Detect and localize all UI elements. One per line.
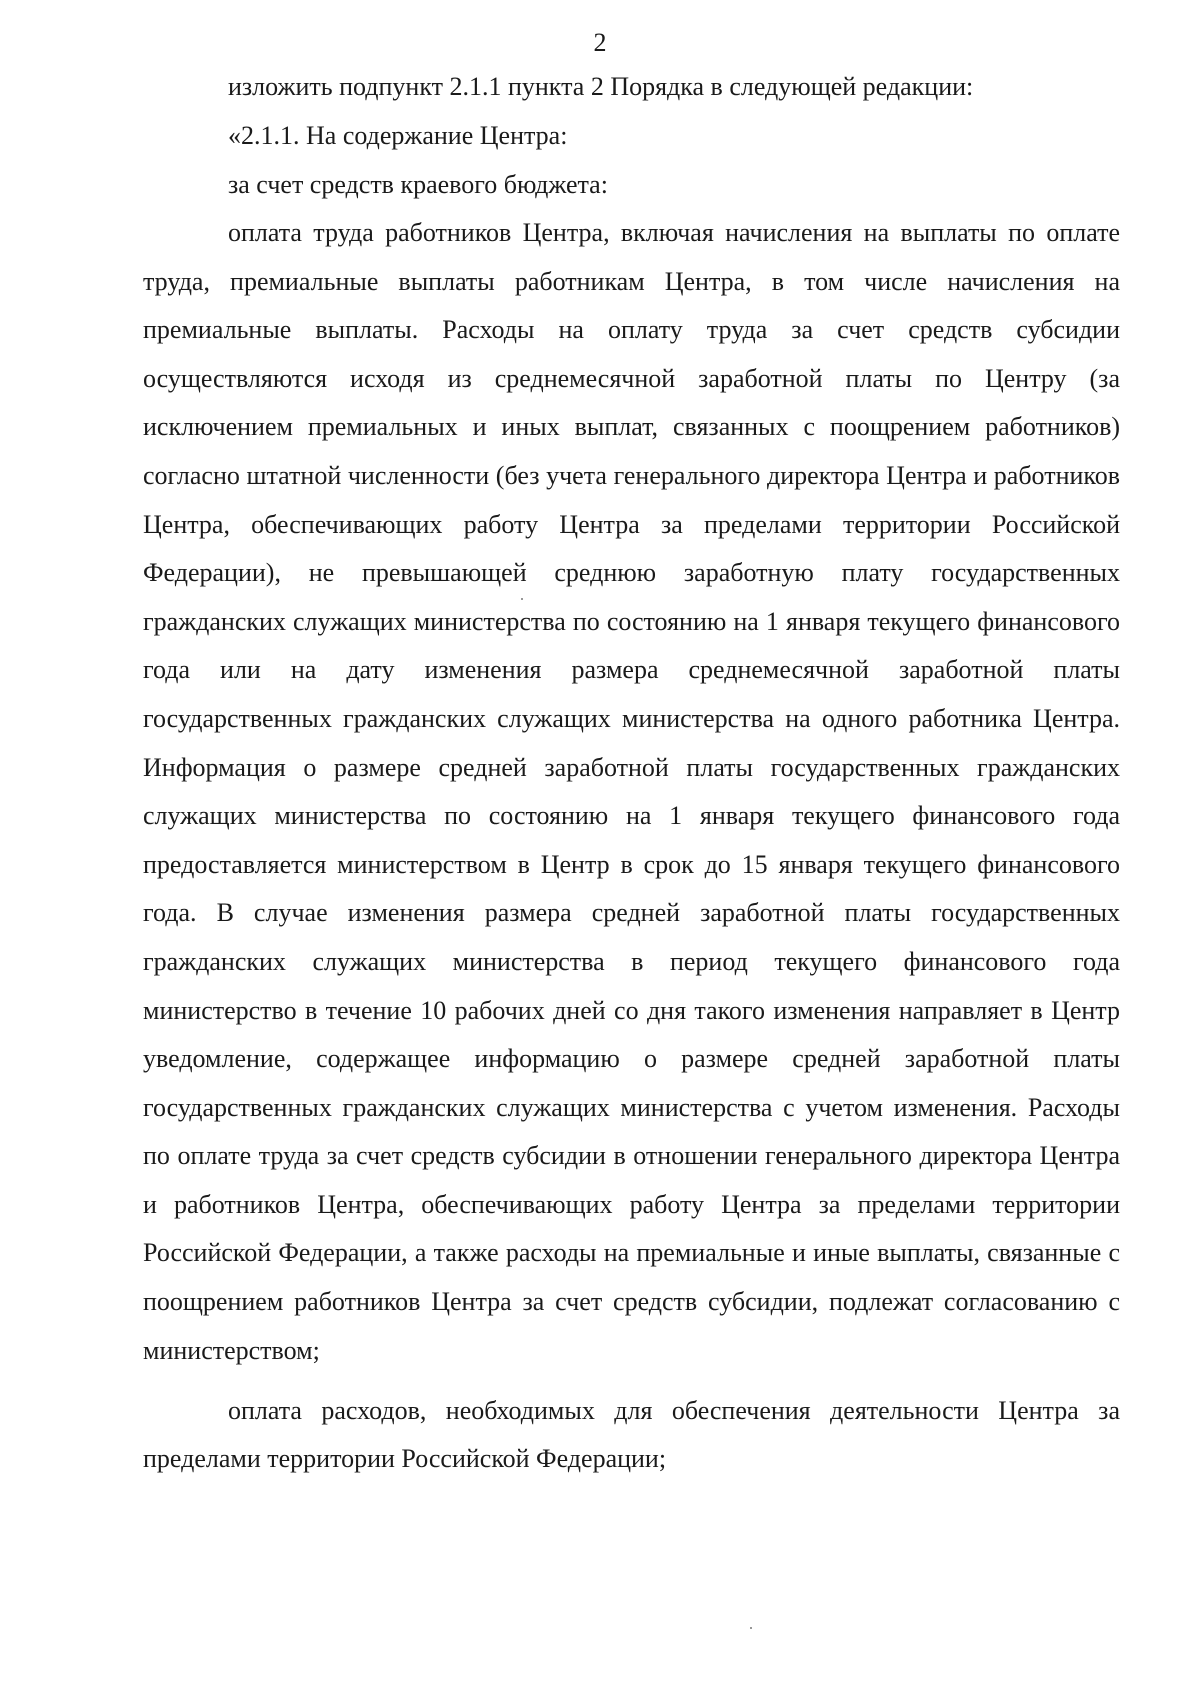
scan-speck bbox=[750, 1627, 752, 1629]
paragraph-budget-source: за счет средств краевого бюджета: bbox=[228, 170, 608, 199]
paragraph-subclause-heading: «2.1.1. На содержание Центра: bbox=[228, 121, 568, 150]
page-number: 2 bbox=[593, 28, 607, 57]
paragraph-amendment-intro: изложить подпункт 2.1.1 пункта 2 Порядка в следующей редакции: bbox=[228, 72, 974, 101]
document-body bbox=[143, 62, 1120, 1483]
paragraph-salary-payment: оплата труда работников Центра, включая начисления на выплаты по оплате труда, премиальные выплаты работникам Центра, в том числе начисления на премиальные выплаты. Расходы на оплату труда за счет средств субсидии осуществляются исходя из среднемесячной заработной платы по Центру (за исключением премиальных и иных выплат, связанных с поощрением работников) согласно штатной численности (без учета генерального директора Центра и работников Центра, обеспечивающих работу Центра за пределами территории Российской Федерации), не превышающей среднюю заработную плату государственных гражданских служащих министерства по состоянию на 1 января текущего финансового года или на дату изменения размера среднемесячной заработной платы государственных гражданских служащих министерства на одного работника Центра. Информация о размере средней заработной платы государственных гражданских служащих министерства по состоянию на 1 января текущего финансового года предоставляется министерством в Центр в срок до 15 января текущего финансового года. В случае изменения размера средней заработной платы государственных гражданских служащих министерства в период текущего финансового года министерство в течение 10 рабочих дней со дня такого изменения направляет в Центр уведомление, содержащее информацию о размере средней заработной платы государственных гражданских служащих министерства с учетом изменения. Расходы по оплате труда за счет средств субсидии в отношении генерального директора Центра и работников Центра, обеспечивающих работу Центра за пределами территории Российской Федерации, а также расходы на премиальные и иные выплаты, связанные с поощрением работников Центра за счет средств субсидии, подлежат согласованию с министерством; bbox=[143, 218, 1120, 1365]
scan-speck bbox=[521, 598, 523, 600]
paragraph-foreign-expenses: оплата расходов, необходимых для обеспечения деятельности Центра за пределами территории Российской Федерации; bbox=[143, 1396, 1120, 1474]
